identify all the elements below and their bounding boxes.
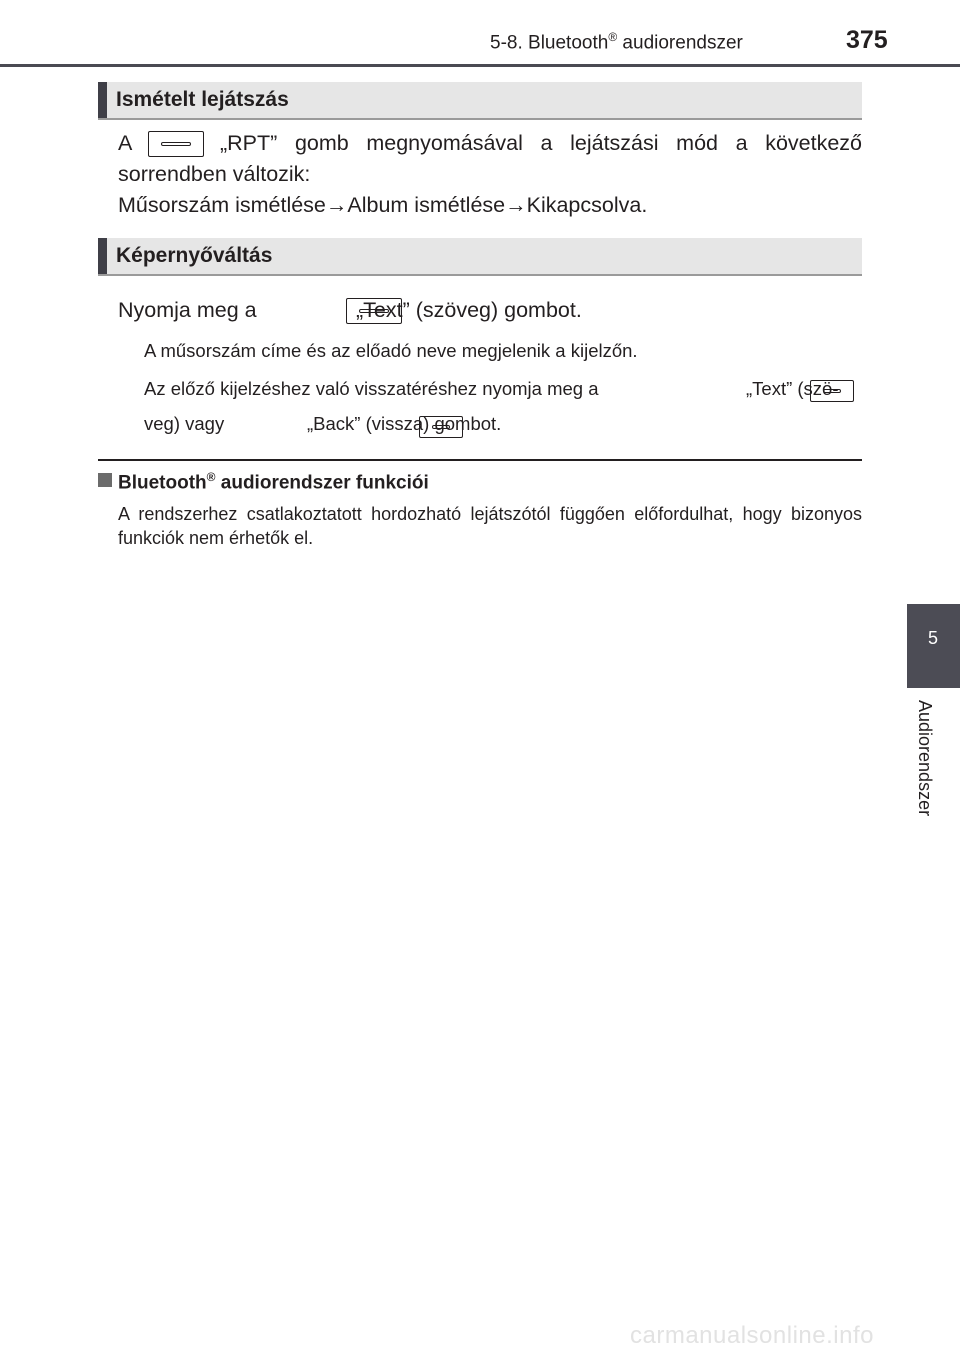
- repeat-line-2: sorrendben változik:: [118, 162, 311, 186]
- header-title-prefix: 5-8. Bluetooth: [490, 32, 609, 54]
- section-heading-screen: [98, 238, 862, 276]
- header-title-suffix: audiorendszer: [617, 32, 743, 54]
- topic-body: A rendszerhez csatlakoztatott hordozható lejátszótól függően előfordulhat, hogy bizonyos funkciók nem érhetők el.: [118, 504, 862, 548]
- topic-heading: [98, 470, 429, 494]
- screen-line-1a: Nyomja meg a: [118, 298, 257, 322]
- section-accent: [98, 238, 107, 274]
- rpt-button-icon: [148, 131, 204, 157]
- page-number: 375: [846, 26, 888, 54]
- registered-mark: ®: [608, 30, 618, 44]
- topic-heading-suffix: audiorendszer funkciói: [215, 472, 429, 494]
- screen-note-1: A műsorszám címe és az előadó neve megjelenik a kijelzőn.: [144, 340, 638, 361]
- repeat-line-1b: „RPT” gomb megnyomásával a lejátszási mód a következő: [220, 131, 862, 155]
- repeat-line-1: [118, 131, 132, 156]
- section-accent: [98, 82, 107, 118]
- chapter-tab-number: 5: [927, 628, 938, 648]
- topic-heading-prefix: Bluetooth: [118, 472, 207, 494]
- repeat-line-3: Műsorszám ismétlése→Album ismétlése→Kikapcsolva.: [118, 193, 648, 217]
- section-divider: [98, 459, 862, 461]
- watermark: carmanualsonline.info: [630, 1322, 874, 1349]
- running-header: [490, 30, 743, 54]
- section-heading-label: Ismételt lejátszás: [116, 88, 289, 111]
- screen-note-2a: Az előző kijelzéshez való visszatéréshez nyomja meg a: [144, 378, 599, 399]
- square-bullet-icon: [98, 473, 112, 487]
- screen-note-2b: „Text” (szö-: [746, 378, 839, 399]
- chapter-tab-label: Audiorendszer: [915, 700, 935, 817]
- button-slot: [161, 142, 191, 146]
- header-rule: [0, 64, 960, 67]
- screen-line-1b: „Text” (szöveg) gombot.: [356, 298, 582, 322]
- screen-note-3a: veg) vagy: [144, 413, 225, 434]
- screen-note-3b: „Back” (vissza) gombot.: [307, 413, 502, 434]
- section-heading-repeat: [98, 82, 862, 120]
- registered-mark: ®: [206, 470, 216, 484]
- section-heading-label: Képernyőváltás: [116, 244, 273, 267]
- repeat-line-1a: A: [118, 131, 133, 155]
